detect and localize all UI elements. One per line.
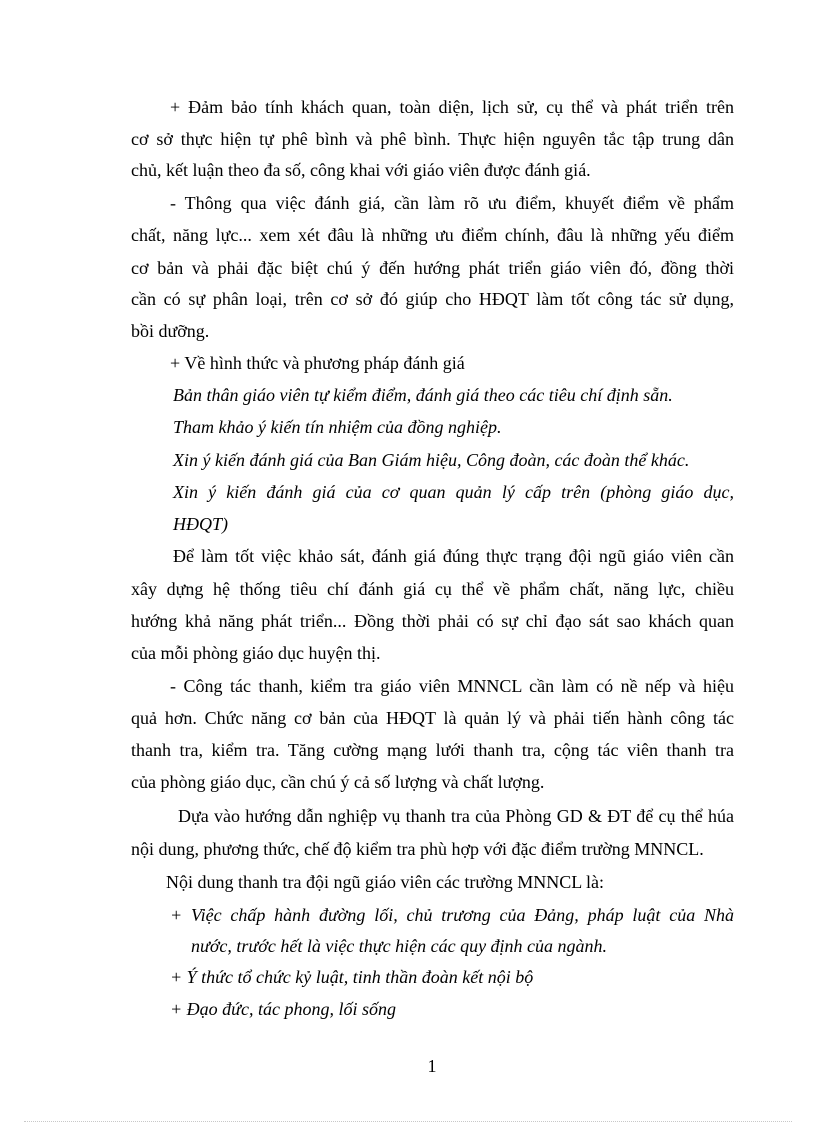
page-bottom-divider <box>24 1121 792 1122</box>
italic-item-4-line-2: HĐQT) <box>173 514 229 534</box>
paragraph-9-line-1: - Công tác thanh, kiểm tra giáo viên MNNCL cần làm có nề nếp và hiệu <box>170 676 734 696</box>
paragraph-10-line-1: Dựa vào hướng dẫn nghiệp vụ thanh tra của Phòng GD & ĐT để cụ thể húa <box>178 806 734 826</box>
paragraph-9-line-3: thanh tra, kiểm tra. Tăng cường mạng lưới thanh tra, cộng tác viên thanh tra <box>131 740 734 760</box>
italic-item-1: Bản thân giáo viên tự kiểm điểm, đánh giá theo các tiêu chí định sẵn. <box>173 385 673 405</box>
paragraph-8-line-3: hướng khả năng phát triển... Đồng thời phải có sự chỉ đạo sát sao khách quan <box>131 611 734 631</box>
italic-item-2: Tham khảo ý kiến tín nhiệm của đồng nghiệp. <box>173 417 502 437</box>
paragraph-2-line-4: cần có sự phân loại, trên cơ sở đó giúp cho HĐQT làm tốt công tác sử dụng, <box>131 289 734 309</box>
paragraph-9-line-2: quả hơn. Chức năng cơ bản của HĐQT là quản lý và phải tiến hành công tác <box>131 708 734 728</box>
paragraph-8-line-1: Để làm tốt việc khảo sát, đánh giá đúng thực trạng đội ngũ giáo viên cần <box>173 546 734 566</box>
paragraph-10-line-2: nội dung, phương thức, chế độ kiểm tra phù hợp với đặc điểm trường MNNCL. <box>131 839 704 859</box>
paragraph-8-line-4: của mỗi phòng giáo dục huyện thị. <box>131 643 381 663</box>
paragraph-2-line-3: cơ bản và phải đặc biệt chú ý đến hướng phát triển giáo viên đó, đồng thời <box>131 258 734 278</box>
bullet-1-line-2: nước, trước hết là việc thực hiện các quy định của ngành. <box>191 936 608 956</box>
italic-item-3: Xin ý kiến đánh giá của Ban Giám hiệu, Công đoàn, các đoàn thể khác. <box>173 450 690 470</box>
bullet-3: + Đạo đức, tác phong, lối sống <box>170 999 396 1019</box>
paragraph-1-line-2: cơ sở thực hiện tự phê bình và phê bình. Thực hiện nguyên tắc tập trung dân <box>131 129 734 149</box>
paragraph-9-line-4: của phòng giáo dục, cần chú ý cả số lượng và chất lượng. <box>131 772 545 792</box>
paragraph-8-line-2: xây dựng hệ thống tiêu chí đánh giá cụ thể về phẩm chất, năng lực, chiều <box>131 579 734 599</box>
paragraph-1-line-3: chủ, kết luận theo đa số, công khai với giáo viên được đánh giá. <box>131 160 591 180</box>
paragraph-1-line-1: + Đảm bảo tính khách quan, toàn diện, lịch sử, cụ thể và phát triển trên <box>170 97 734 117</box>
paragraph-2-line-2: chất, năng lực... xem xét đâu là những ưu điểm chính, đâu là những yếu điểm <box>131 225 734 245</box>
paragraph-11-line-1: Nội dung thanh tra đội ngũ giáo viên các trường MNNCL là: <box>166 872 605 892</box>
paragraph-3-line-1: + Về hình thức và phương pháp đánh giá <box>170 353 465 373</box>
italic-item-4-line-1: Xin ý kiến đánh giá của cơ quan quản lý cấp trên (phòng giáo dục, <box>173 482 734 502</box>
paragraph-2-line-5: bồi dưỡng. <box>131 321 210 341</box>
paragraph-2-line-1: - Thông qua việc đánh giá, cần làm rõ ưu điểm, khuyết điểm về phẩm <box>170 193 734 213</box>
bullet-2: + Ý thức tổ chức kỷ luật, tinh thần đoàn kết nội bộ <box>170 967 534 987</box>
bullet-1-line-1: + Việc chấp hành đường lối, chủ trương của Đảng, pháp luật của Nhà <box>170 905 734 925</box>
page-number: 1 <box>427 1056 437 1076</box>
